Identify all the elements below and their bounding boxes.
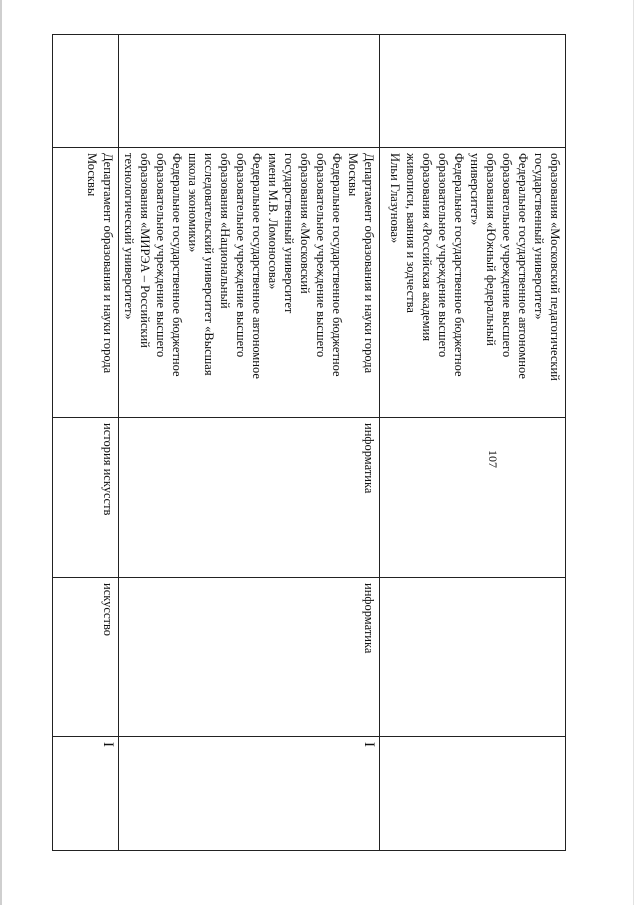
org-line: Москвы bbox=[85, 153, 99, 197]
cell-subject: информатика bbox=[119, 578, 380, 737]
org-line: образовательное учреждение высшего bbox=[234, 153, 248, 358]
cell-profile: история искусств bbox=[53, 418, 119, 578]
org-line: университет» bbox=[468, 153, 482, 226]
org-line: Федеральное государственное бюджетное bbox=[452, 153, 466, 377]
cell-level: I bbox=[119, 737, 380, 851]
org-line: исследовательский университет «Высшая bbox=[202, 153, 216, 376]
table-row bbox=[119, 35, 380, 851]
org-line: образования «Московский bbox=[298, 153, 312, 294]
org-line: Федеральное государственное автономное bbox=[250, 153, 264, 379]
cell-index bbox=[380, 35, 566, 148]
org-line: Москвы bbox=[346, 153, 360, 197]
org-line: образовательное учреждение высшего bbox=[500, 153, 514, 358]
cell-organizations bbox=[380, 148, 566, 418]
table-row bbox=[380, 35, 566, 851]
org-line: Ильи Глазунова» bbox=[388, 153, 402, 244]
org-line: образования «Московский педагогический bbox=[548, 153, 562, 381]
org-line: образовательное учреждение высшего bbox=[154, 153, 168, 358]
cell-index bbox=[53, 35, 119, 148]
org-line: государственный университет bbox=[282, 153, 296, 314]
org-line: имени М.В. Ломоносова» bbox=[266, 153, 280, 290]
org-line: живописи, ваяния и зодчества bbox=[404, 153, 418, 313]
org-line: Департамент образования и науки города bbox=[101, 153, 115, 374]
scan-edge-left bbox=[0, 0, 2, 905]
org-line: образования «МИРЭА – Российский bbox=[138, 153, 152, 348]
org-line: технологический университет» bbox=[122, 153, 136, 320]
cell-profile bbox=[380, 418, 566, 578]
org-line: образовательное учреждение высшего bbox=[314, 153, 328, 358]
org-line: Федеральное государственное автономное bbox=[516, 153, 530, 379]
cell-profile: информатика bbox=[119, 418, 380, 578]
scan-edge-right bbox=[633, 0, 634, 905]
cell-level bbox=[380, 737, 566, 851]
org-line: школа экономики» bbox=[186, 153, 200, 253]
org-line: образования «Южный федеральный bbox=[484, 153, 498, 346]
org-line: образования «Национальный bbox=[218, 153, 232, 309]
org-line: Федеральное государственное бюджетное bbox=[170, 153, 184, 377]
page-number: 107 bbox=[486, 450, 500, 468]
org-line: Федеральное государственное бюджетное bbox=[330, 153, 344, 377]
org-line: образования «Российская академия bbox=[420, 153, 434, 342]
org-line: государственный университет» bbox=[532, 153, 546, 320]
olympiad-table bbox=[52, 34, 566, 851]
cell-subject bbox=[380, 578, 566, 737]
cell-index bbox=[119, 35, 380, 148]
org-line: образовательное учреждение высшего bbox=[436, 153, 450, 358]
rotated-table-container bbox=[60, 34, 566, 850]
table-row bbox=[53, 35, 119, 851]
org-line: Департамент образования и науки города bbox=[362, 153, 376, 374]
cell-level: I bbox=[53, 737, 119, 851]
cell-subject: искусство bbox=[53, 578, 119, 737]
cell-organizations bbox=[53, 148, 119, 418]
cell-organizations bbox=[119, 148, 380, 418]
